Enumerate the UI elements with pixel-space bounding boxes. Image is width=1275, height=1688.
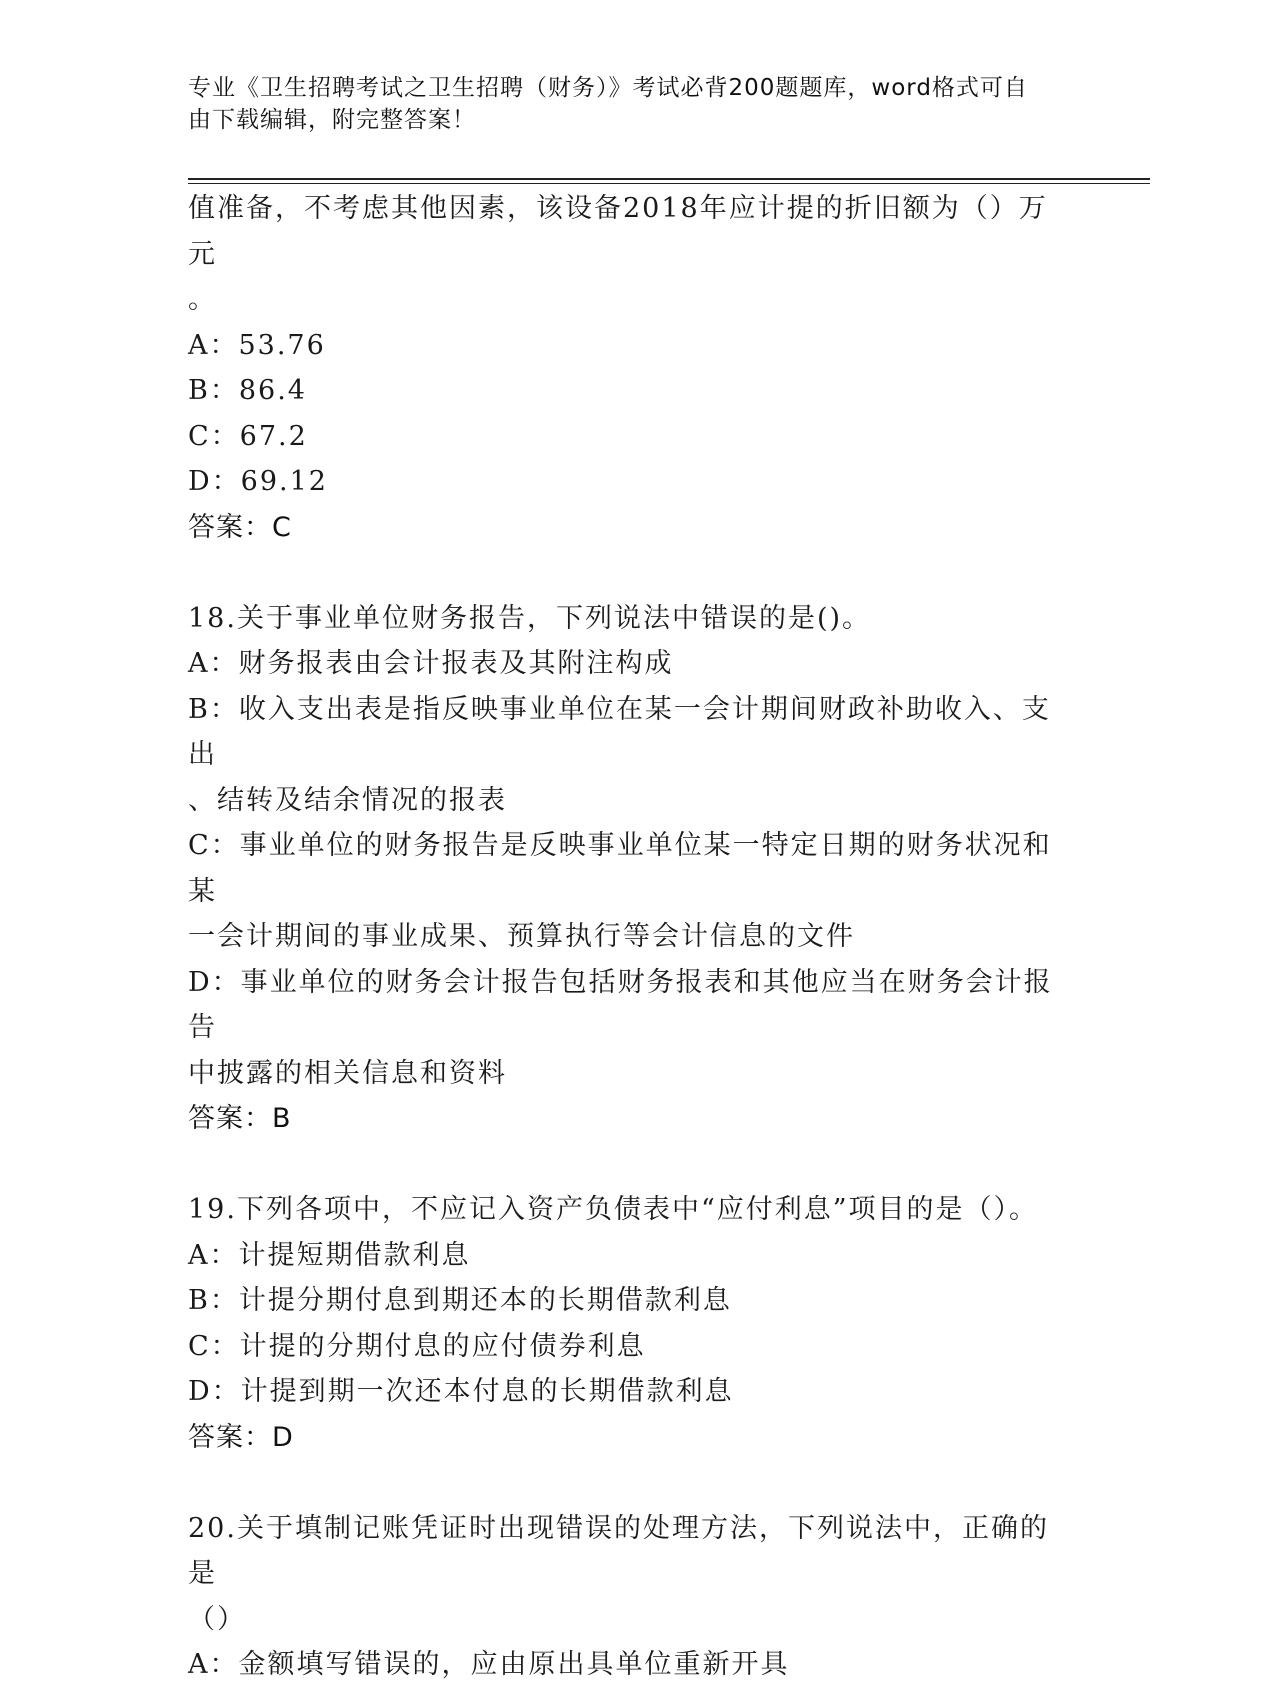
question-text-continued: （）: [188, 1603, 246, 1635]
answer-line: 答案：C: [188, 511, 292, 543]
option-c: C：事业单位的财务报告是反映事业单位某一特定日期的财务状况和某: [188, 830, 1052, 907]
header-divider-thin: [188, 183, 1150, 184]
option-d: D：计提到期一次还本付息的长期借款利息: [188, 1376, 734, 1407]
answer-line: 答案：B: [188, 1103, 292, 1134]
option-d-continued: 中披露的相关信息和资料: [188, 1057, 507, 1089]
question-text: 20.关于填制记账凭证时出现错误的处理方法，下列说法中，正确的是: [188, 1512, 1049, 1589]
question-20: [188, 1506, 1068, 1688]
option-c-continued: 一会计期间的事业成果、预算执行等会计信息的文件: [188, 921, 855, 952]
spacer: [188, 1142, 1068, 1188]
option-d: D：事业单位的财务会计报告包括财务报表和其他应当在财务会计报告: [188, 966, 1053, 1043]
question-19: [188, 1187, 1068, 1460]
option-b-continued: 、结转及结余情况的报表: [188, 784, 507, 816]
question-text: 。: [188, 284, 217, 315]
question-text: 18.关于事业单位财务报告，下列说法中错误的是()。: [188, 602, 872, 634]
spacer: [188, 1460, 1068, 1506]
spacer: [188, 550, 1068, 596]
option-b: B：收入支出表是指反映事业单位在某一会计期间财政补助收入、支出: [188, 693, 1051, 770]
header-divider-thick: [188, 178, 1150, 180]
option-c: C：计提的分期付息的应付债券利息: [188, 1330, 646, 1362]
header-line-2: 由下载编辑，附完整答案！: [188, 107, 476, 133]
question-17: [188, 186, 1068, 550]
option-c: C：67.2: [188, 420, 308, 452]
header-line-1: 专业《卫生招聘考试之卫生招聘（财务）》考试必背200题题库，word格式可自: [188, 75, 1028, 101]
option-b: B：计提分期付息到期还本的长期借款利息: [188, 1285, 732, 1316]
document-header: [188, 72, 1068, 136]
question-18: [188, 596, 1068, 1142]
option-a: A：53.76: [188, 329, 326, 361]
option-a: A：金额填写错误的，应由原出具单位重新开具: [188, 1649, 790, 1680]
option-a: A：计提短期借款利息: [188, 1239, 471, 1271]
option-a: A：财务报表由会计报表及其附注构成: [188, 648, 674, 679]
question-content: [188, 186, 1068, 1688]
option-d: D：69.12: [188, 466, 328, 497]
option-b: B：86.4: [188, 375, 307, 406]
question-text: 19.下列各项中，不应记入资产负债表中“应付利息”项目的是（）。: [188, 1194, 1039, 1225]
answer-line: 答案：D: [188, 1421, 294, 1453]
question-text: 值准备，不考虑其他因素，该设备2018年应计提的折旧额为（）万元: [188, 193, 1048, 270]
